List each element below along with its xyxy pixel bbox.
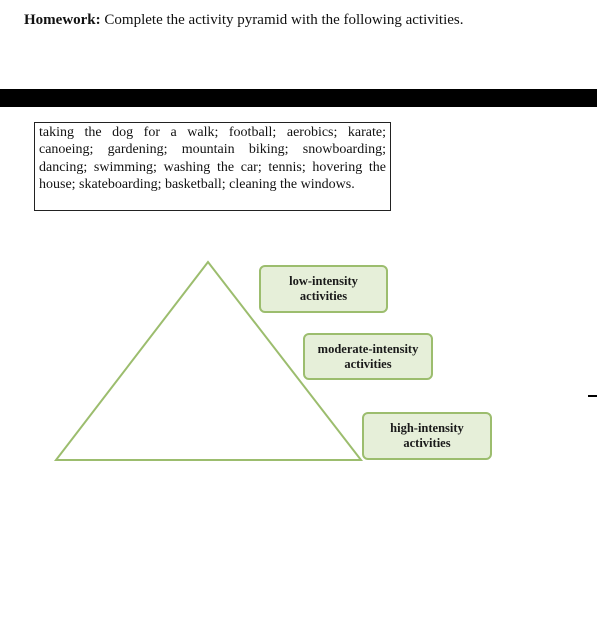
high-intensity-line1: high-intensity bbox=[390, 421, 464, 435]
low-intensity-line2: activities bbox=[299, 289, 348, 303]
low-intensity-label bbox=[259, 265, 388, 313]
moderate-intensity-label bbox=[303, 333, 433, 380]
high-intensity-line2: activities bbox=[403, 436, 451, 450]
low-intensity-line1: low-intensity bbox=[289, 274, 358, 288]
homework-instruction: Complete the activity pyramid with the following activities. bbox=[104, 12, 464, 28]
high-intensity-label bbox=[362, 412, 492, 460]
moderate-intensity-line2: activities bbox=[344, 356, 392, 371]
edge-mark bbox=[588, 395, 597, 397]
homework-label: Homework: bbox=[24, 12, 101, 28]
moderate-intensity-line1: moderate-intensity bbox=[317, 341, 419, 356]
activity-word-box: taking the dog for a walk; football; aerobics; karate; canoeing; gardening; mountain biking; snowboarding; dancing; swimming; washing the car; tennis; hovering the house; skateboarding; basketball; cleaning the windows. bbox=[34, 122, 391, 211]
